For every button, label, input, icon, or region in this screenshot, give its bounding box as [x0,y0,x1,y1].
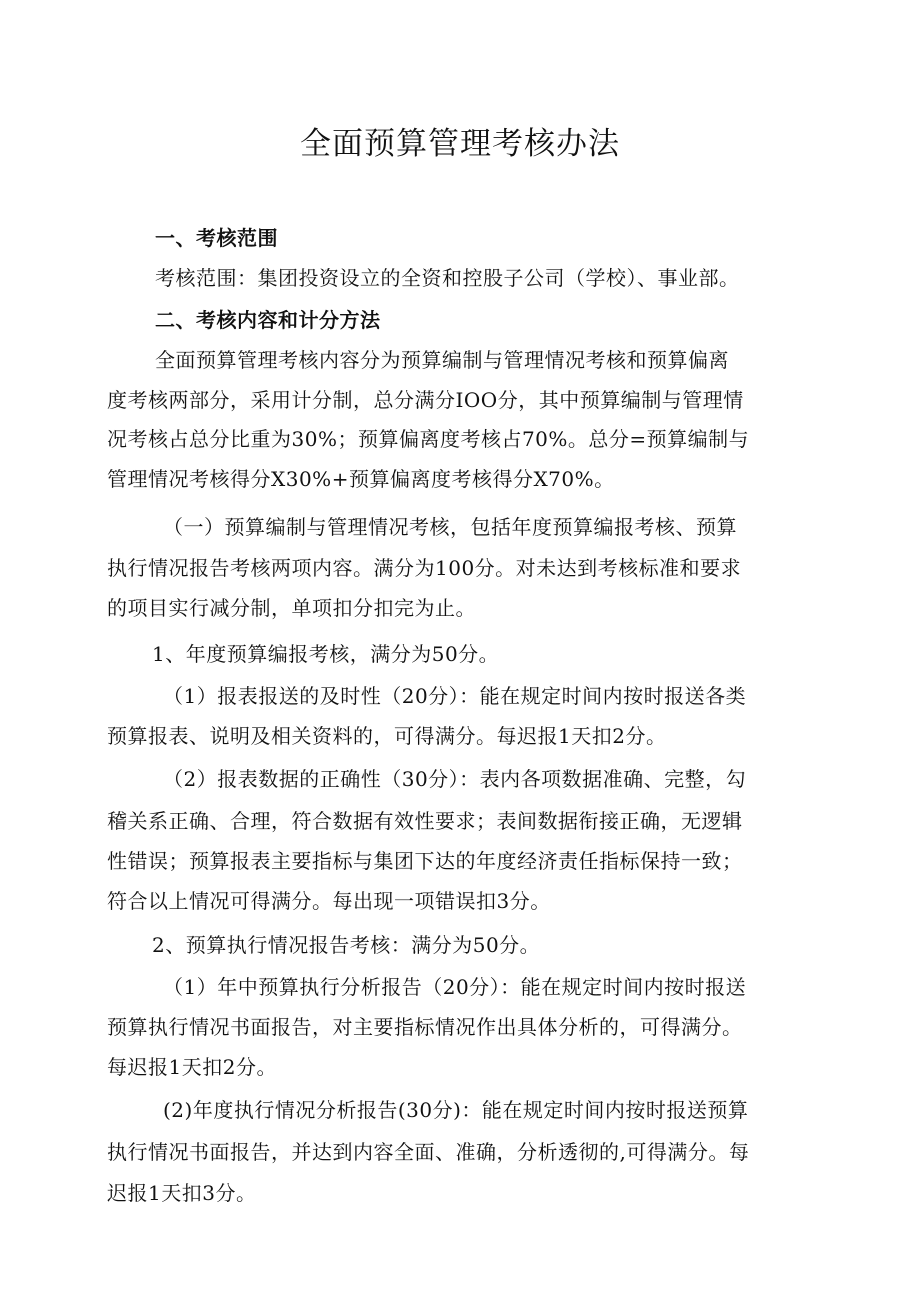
scope-paragraph: 考核范围：集团投资设立的全资和控股子公司（学校）、事业部。 [155,266,740,290]
item1-2-line: 稽关系正确、合理，符合数据有效性要求；表间数据衔接正确，无逻辑 [107,809,743,833]
item1-1-line: 预算报表、说明及相关资料的，可得满分。每迟报1天扣2分。 [107,724,667,748]
intro-line: 度考核两部分，采用计分制，总分满分IOO分，其中预算编制与管理情 [107,388,744,412]
section-heading-scope: 一、考核范围 [155,226,278,250]
part1-line: 的项目实行减分制，单项扣分扣完为止。 [107,596,476,620]
item2-1-line: 预算执行情况书面报告，对主要指标情况作出具体分析的，可得满分。 [107,1015,743,1039]
section-heading-content: 二、考核内容和计分方法 [155,308,381,332]
item2-1-line: 每迟报1天扣2分。 [107,1055,277,1079]
item1-heading: 1、年度预算编报考核，满分为50分。 [152,642,500,666]
intro-line: 况考核占总分比重为30%；预算偏离度考核占70%。总分=预算编制与 [107,427,750,451]
part1-line: 执行情况报告考核两项内容。满分为100分。对未达到考核标准和要求 [107,556,742,580]
item2-2-line: (2)年度执行情况分析报告(30分)：能在规定时间内按时报送预算 [163,1098,749,1122]
item2-heading: 2、预算执行情况报告考核：满分为50分。 [152,933,541,957]
item1-2-line: 符合以上情况可得满分。每出现一项错误扣3分。 [107,889,551,913]
item2-1-line: （1）年中预算执行分析报告（20分）：能在规定时间内按时报送 [163,975,747,999]
part1-line: （一）预算编制与管理情况考核，包括年度预算编报考核、预算 [163,515,737,539]
intro-line: 全面预算管理考核内容分为预算编制与管理情况考核和预算偏离 [155,348,729,372]
item1-1-line: （1）报表报送的及时性（20分）：能在规定时间内按时报送各类 [163,684,747,708]
intro-line: 管理情况考核得分X30%+预算偏离度考核得分X70%。 [107,467,615,491]
item1-2-line: 性错误；预算报表主要指标与集团下达的年度经济责任指标保持一致； [107,849,743,873]
item2-2-line: 执行情况书面报告，并达到内容全面、准确，分析透彻的,可得满分。每 [107,1140,750,1164]
item2-2-line: 迟报1天扣3分。 [107,1181,257,1205]
item1-2-line: （2）报表数据的正确性（30分）：表内各项数据准确、完整，勾 [163,767,747,791]
document-title: 全面预算管理考核办法 [300,126,620,162]
